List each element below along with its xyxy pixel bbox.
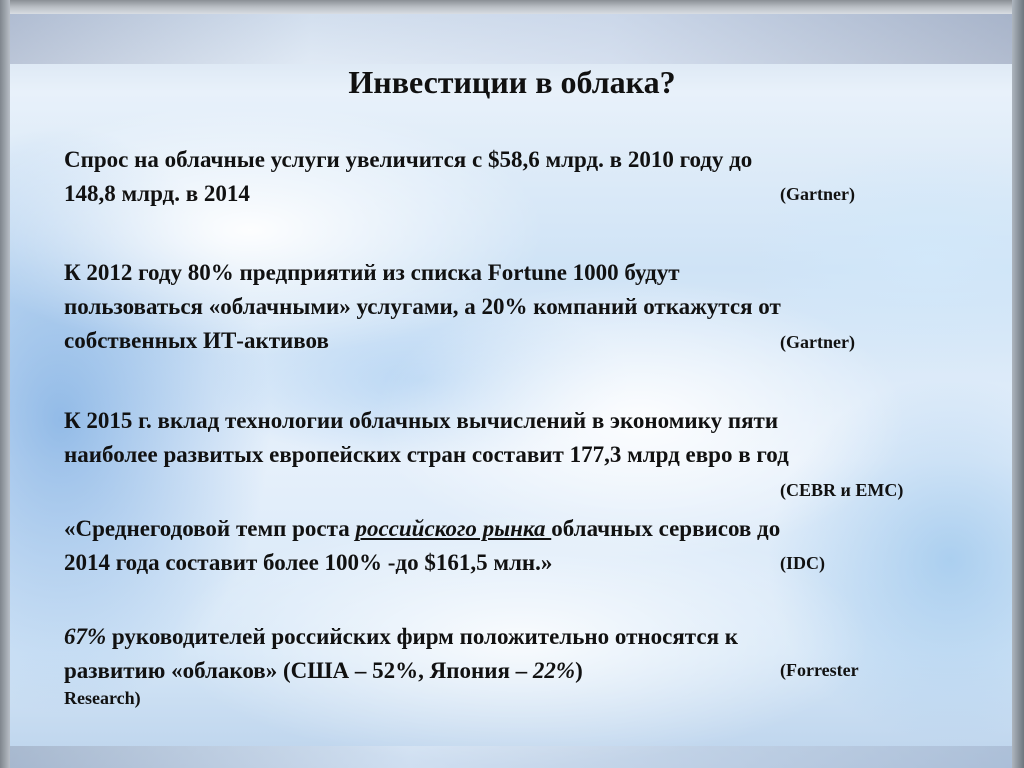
item-3-text [64,404,964,472]
item-3-source: (CEBR и EMC) [780,480,904,500]
item-5-line-1-rest: руководителей российских фирм положительно относятся к [106,624,739,649]
item-2-source: (Gartner) [780,332,855,352]
item-2-line-2: пользоваться «облачными» услугами, а 20% компаний откажутся от [64,294,781,319]
frame-left-border [0,0,10,768]
item-5-source-line-1: (Forrester [780,660,859,680]
item-5-line-2-end: ) [575,658,583,683]
item-5-line-2-start: развитию «облаков» (США – 52%, Япония – [64,658,533,683]
item-4-underlined-phrase: российского рынка [355,516,552,541]
item-2-line-1: К 2012 году 80% предприятий из списка Fortune 1000 будут [64,260,680,285]
item-4-source: (IDC) [780,553,825,573]
item-2-line-3: собственных ИТ-активов [64,328,329,353]
frame-right-border [1012,0,1024,768]
slide-title: Инвестиции в облака? [348,64,676,100]
item-4-line-1-start: «Среднегодовой темп роста [64,516,356,541]
item-4-line-2: 2014 года составит более 100% -до $161,5 млн.» [64,550,553,575]
item-1-line-1: Спрос на облачные услуги увеличится с $58,6 млрд. в 2010 году до [64,147,753,172]
frame-top-border [0,0,1024,14]
item-3-line-1: К 2015 г. вклад технологии облачных вычислений в экономику пяти [64,408,779,433]
item-5-japan-percent: 22% [532,658,576,683]
item-4-line-1 [64,512,964,546]
item-3-line-2: наиболее развитых европейских стран составит 177,3 млрд евро в год [64,442,789,467]
item-5-percent: 67% [64,624,107,649]
bottom-decor-band [10,746,1012,768]
item-4-text [64,512,964,580]
item-1-line-2: 148,8 млрд. в 2014 [64,181,250,206]
top-decor-band [10,14,1012,64]
item-4-line-1-end: облачных сервисов до [551,516,781,541]
item-5-line-1 [64,620,964,654]
item-1-source: (Gartner) [780,184,855,204]
item-5-source-line-2: Research) [64,688,141,708]
